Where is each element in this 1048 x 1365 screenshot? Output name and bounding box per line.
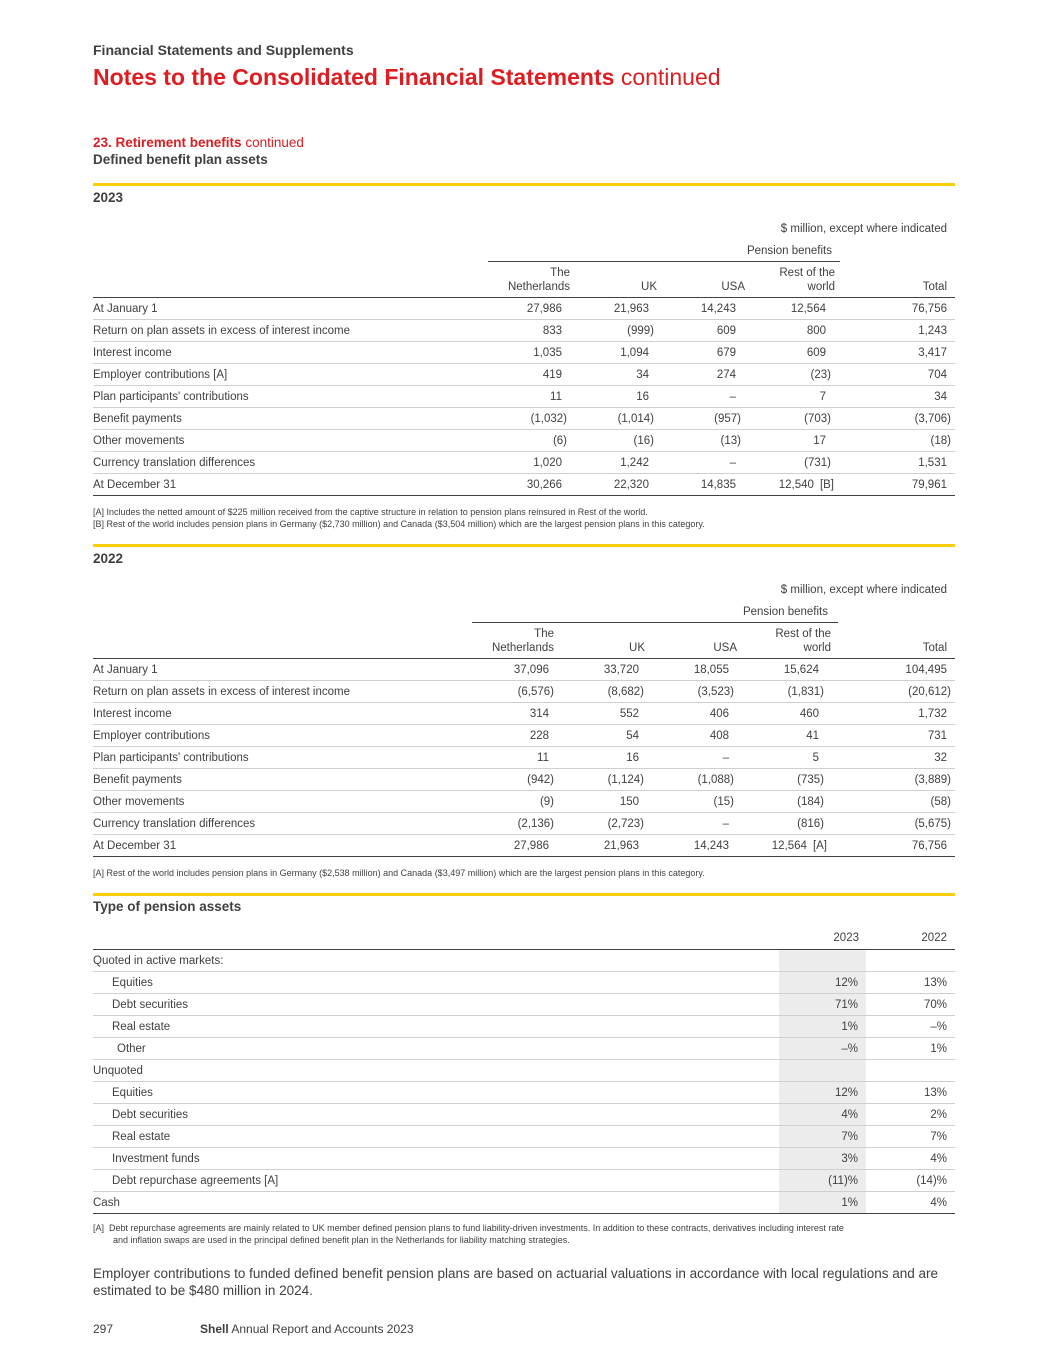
cell-value: (6) — [483, 430, 570, 452]
col-uk-2023: UK — [641, 281, 657, 293]
pension-benefits-rule-2022 — [472, 622, 838, 623]
cell-value: (23) — [744, 364, 834, 386]
cell-value: 228 — [473, 725, 557, 747]
table-row — [93, 1082, 955, 1104]
cell-value-2022 — [866, 950, 955, 972]
col-usa-2023: USA — [721, 281, 745, 293]
cell-value: 14,243 — [657, 298, 744, 320]
cell-value: (1,088) — [647, 769, 737, 791]
note-title — [93, 135, 304, 150]
type-col-2023: 2023 — [833, 932, 859, 944]
cell-value-2022 — [866, 1060, 955, 1082]
cell-value: 54 — [557, 725, 647, 747]
pension-benefits-label-2023: Pension benefits — [746, 245, 832, 257]
cell-value: (184) — [737, 791, 827, 813]
unit-note-2023: $ million, except where indicated — [780, 223, 947, 235]
cell-value-2023 — [779, 950, 866, 972]
row-label: Plan participants' contributions — [93, 747, 473, 769]
cell-value: 1,094 — [570, 342, 657, 364]
cell-value: 41 — [737, 725, 827, 747]
row-label: Debt securities — [93, 994, 779, 1016]
col-total-2023: Total — [922, 281, 947, 293]
cell-value: 37,096 — [473, 659, 557, 681]
cell-value: 1,020 — [483, 452, 570, 474]
body-paragraph: Employer contributions to funded defined benefit pension plans are based on actuarial valuations in accordance with local regulations and are estimated to be $480 million in 2024. — [93, 1266, 939, 1298]
row-label: Other movements — [93, 430, 483, 452]
cell-value: 679 — [657, 342, 744, 364]
cell-value: 704 — [834, 364, 955, 386]
cell-value: (9) — [473, 791, 557, 813]
assets-table-2022 — [93, 658, 955, 857]
cell-value: (3,889) — [827, 769, 955, 791]
section-divider — [93, 183, 955, 186]
table-row — [93, 1104, 955, 1126]
cell-value: 79,961 — [834, 474, 955, 496]
table-row — [93, 681, 955, 703]
cell-value-2022: 2% — [866, 1104, 955, 1126]
cell-value: – — [657, 386, 744, 408]
cell-value: 1,732 — [827, 703, 955, 725]
row-label: At December 31 — [93, 835, 473, 857]
footer-report — [200, 1322, 414, 1336]
table-row — [93, 320, 955, 342]
cell-value-2023: 3% — [779, 1148, 866, 1170]
cell-value-2023: 7% — [779, 1126, 866, 1148]
type-col-2022: 2022 — [921, 932, 947, 944]
year-heading-2022: 2022 — [93, 551, 124, 566]
cell-value-2023: 1% — [779, 1192, 866, 1214]
cell-value-2023: 4% — [779, 1104, 866, 1126]
table-row — [93, 1060, 955, 1082]
table-row — [93, 298, 955, 320]
section-divider — [93, 893, 955, 896]
table-row — [93, 1038, 955, 1060]
table-row — [93, 835, 955, 857]
cell-value-2022: 70% — [866, 994, 955, 1016]
type-assets-title: Type of pension assets — [93, 899, 242, 914]
note-subtitle: Defined benefit plan assets — [93, 152, 268, 167]
cell-value-2022: –% — [866, 1016, 955, 1038]
cell-value: (816) — [737, 813, 827, 835]
footnote-a-2022: [A] Rest of the world includes pension plans in Germany ($2,538 million) and Canada ($3,497 million) which are the largest pension plans in this category. — [93, 868, 705, 878]
cell-value: 1,242 — [570, 452, 657, 474]
cell-value: 14,835 — [657, 474, 744, 496]
cell-value: 34 — [834, 386, 955, 408]
cell-value: – — [647, 747, 737, 769]
cell-value-2023: 71% — [779, 994, 866, 1016]
row-label: Real estate — [93, 1126, 779, 1148]
cell-value: (2,723) — [557, 813, 647, 835]
unit-note-2022: $ million, except where indicated — [780, 584, 947, 596]
col-rest-2022: Rest of the world — [775, 628, 831, 654]
cell-value: 1,243 — [834, 320, 955, 342]
cell-value: 150 — [557, 791, 647, 813]
table-row — [93, 1016, 955, 1038]
cell-value: 27,986 — [473, 835, 557, 857]
cell-value: (5,675) — [827, 813, 955, 835]
table-row — [93, 813, 955, 835]
row-label: Currency translation differences — [93, 452, 483, 474]
cell-value: 14,243 — [647, 835, 737, 857]
footnote-a-2023: [A] Includes the netted amount of $225 million received from the captive structure in relation to pension plans reinsured in Rest of the world. — [93, 507, 648, 517]
cell-value: (735) — [737, 769, 827, 791]
footer-report-title: Annual Report and Accounts 2023 — [231, 1322, 414, 1336]
row-label: Employer contributions [A] — [93, 364, 483, 386]
cell-value: 460 — [737, 703, 827, 725]
footnote-ref: [B] — [819, 478, 834, 491]
table-row — [93, 474, 955, 496]
cell-value: (3,523) — [647, 681, 737, 703]
year-heading-2023: 2023 — [93, 190, 124, 205]
cell-value: 17 — [744, 430, 834, 452]
col-netherlands-2022: The Netherlands — [491, 628, 554, 654]
cell-value-2022: 13% — [866, 1082, 955, 1104]
cell-value: 833 — [483, 320, 570, 342]
table-row — [93, 994, 955, 1016]
cell-value: 22,320 — [570, 474, 657, 496]
cell-value: 33,720 — [557, 659, 647, 681]
cell-value: 408 — [647, 725, 737, 747]
table-row — [93, 1126, 955, 1148]
row-label: At January 1 — [93, 298, 483, 320]
row-label: Employer contributions — [93, 725, 473, 747]
table-row — [93, 452, 955, 474]
table-row — [93, 1170, 955, 1192]
table-row — [93, 430, 955, 452]
row-label: Real estate — [93, 1016, 779, 1038]
row-label: Plan participants' contributions — [93, 386, 483, 408]
cell-value-2023: –% — [779, 1038, 866, 1060]
section-label: Financial Statements and Supplements — [93, 42, 354, 58]
cell-value: 27,986 — [483, 298, 570, 320]
cell-value: 419 — [483, 364, 570, 386]
table-row — [93, 769, 955, 791]
row-label: At December 31 — [93, 474, 483, 496]
cell-value-2023: 1% — [779, 1016, 866, 1038]
row-label: Benefit payments — [93, 769, 473, 791]
note-title-main: 23. Retirement benefits — [93, 135, 242, 150]
cell-value: 32 — [827, 747, 955, 769]
cell-value: (999) — [570, 320, 657, 342]
row-label: Return on plan assets in excess of interest income — [93, 681, 473, 703]
table-row — [93, 747, 955, 769]
cell-value: 7 — [744, 386, 834, 408]
cell-value: 5 — [737, 747, 827, 769]
cell-value: 1,035 — [483, 342, 570, 364]
table-row — [93, 725, 955, 747]
cell-value: 552 — [557, 703, 647, 725]
row-label: Return on plan assets in excess of interest income — [93, 320, 483, 342]
cell-value: 76,756 — [834, 298, 955, 320]
col-netherlands-2023: The Netherlands — [507, 267, 570, 293]
row-label: Currency translation differences — [93, 813, 473, 835]
cell-value: (1,032) — [483, 408, 570, 430]
table-row — [93, 791, 955, 813]
cell-value-2023: 12% — [779, 972, 866, 994]
row-label: Benefit payments — [93, 408, 483, 430]
col-rest-2023: Rest of the world — [779, 267, 835, 293]
cell-value: 274 — [657, 364, 744, 386]
assets-table-2023 — [93, 297, 955, 496]
cell-value-2023: 12% — [779, 1082, 866, 1104]
cell-value: 76,756 — [827, 835, 955, 857]
cell-value: 3,417 — [834, 342, 955, 364]
row-label: At January 1 — [93, 659, 473, 681]
row-label: Equities — [93, 1082, 779, 1104]
cell-value: (957) — [657, 408, 744, 430]
row-label: Unquoted — [93, 1060, 779, 1082]
cell-value-2022: 4% — [866, 1148, 955, 1170]
cell-value: (703) — [744, 408, 834, 430]
cell-value: 18,055 — [647, 659, 737, 681]
page-title-suffix: continued — [620, 64, 721, 90]
footnote-type-assets: [A] Debt repurchase agreements are mainly related to UK member defined pension plans to fund liability-driven investments. In addition to these contracts, derivatives including interest rate and inflation swaps are used in the principal defined benefit plan in the Netherlands for liability matching strategies. — [93, 1223, 844, 1245]
row-label: Cash — [93, 1192, 779, 1214]
row-label: Interest income — [93, 342, 483, 364]
cell-value: (3,706) — [834, 408, 955, 430]
cell-value: (2,136) — [473, 813, 557, 835]
table-row — [93, 1148, 955, 1170]
cell-value-2023 — [779, 1060, 866, 1082]
cell-value: 16 — [570, 386, 657, 408]
cell-value: 314 — [473, 703, 557, 725]
table-row — [93, 972, 955, 994]
cell-value — [737, 835, 827, 857]
cell-value-2023: (11)% — [779, 1170, 866, 1192]
col-uk-2022: UK — [629, 642, 645, 654]
cell-value: – — [647, 813, 737, 835]
table-row — [93, 1192, 955, 1214]
cell-value: 16 — [557, 747, 647, 769]
row-label: Other movements — [93, 791, 473, 813]
row-label: Investment funds — [93, 1148, 779, 1170]
table-row — [93, 364, 955, 386]
table-row — [93, 659, 955, 681]
cell-value: (58) — [827, 791, 955, 813]
cell-value: 15,624 — [737, 659, 827, 681]
cell-value: (1,831) — [737, 681, 827, 703]
cell-value: 34 — [570, 364, 657, 386]
row-label: Quoted in active markets: — [93, 950, 779, 972]
page-title — [93, 64, 721, 91]
cell-value: (20,612) — [827, 681, 955, 703]
cell-value: (942) — [473, 769, 557, 791]
cell-value: (18) — [834, 430, 955, 452]
cell-number: 12,540 — [778, 478, 814, 491]
footnote-b-2023: [B] Rest of the world includes pension plans in Germany ($2,730 million) and Canada ($3,504 million) which are the largest pension plans in this category. — [93, 519, 705, 529]
footer-brand-name: Shell — [200, 1322, 229, 1336]
cell-value: (6,576) — [473, 681, 557, 703]
col-total-2022: Total — [922, 642, 947, 654]
table-row — [93, 386, 955, 408]
pension-benefits-label-2022: Pension benefits — [742, 606, 828, 618]
cell-value: (8,682) — [557, 681, 647, 703]
cell-value: – — [657, 452, 744, 474]
cell-value-2022: 1% — [866, 1038, 955, 1060]
cell-value: 11 — [473, 747, 557, 769]
cell-value: 731 — [827, 725, 955, 747]
cell-value: 21,963 — [570, 298, 657, 320]
type-assets-table — [93, 949, 955, 1214]
row-label: Equities — [93, 972, 779, 994]
row-label: Debt repurchase agreements [A] — [93, 1170, 779, 1192]
cell-value: 11 — [483, 386, 570, 408]
cell-value: (1,014) — [570, 408, 657, 430]
table-row — [93, 950, 955, 972]
cell-value: 406 — [647, 703, 737, 725]
cell-value — [744, 474, 834, 496]
footnote-ref: [A] — [812, 839, 827, 852]
cell-value: 1,531 — [834, 452, 955, 474]
cell-value: 21,963 — [557, 835, 647, 857]
row-label: Interest income — [93, 703, 473, 725]
col-usa-2022: USA — [713, 642, 737, 654]
table-row — [93, 408, 955, 430]
table-row — [93, 703, 955, 725]
cell-value: 609 — [657, 320, 744, 342]
section-divider — [93, 544, 955, 547]
cell-value-2022: (14)% — [866, 1170, 955, 1192]
cell-value-2022: 4% — [866, 1192, 955, 1214]
page-title-main: Notes to the Consolidated Financial Statements — [93, 64, 615, 90]
cell-value: (15) — [647, 791, 737, 813]
cell-value: (1,124) — [557, 769, 647, 791]
pension-benefits-rule-2023 — [488, 261, 840, 262]
cell-value: (13) — [657, 430, 744, 452]
cell-value: 104,495 — [827, 659, 955, 681]
row-label: Debt securities — [93, 1104, 779, 1126]
cell-value: 800 — [744, 320, 834, 342]
row-label: Other — [93, 1038, 779, 1060]
page-number: 297 — [93, 1322, 114, 1336]
cell-value-2022: 7% — [866, 1126, 955, 1148]
cell-value: (16) — [570, 430, 657, 452]
cell-value-2022: 13% — [866, 972, 955, 994]
cell-value: 609 — [744, 342, 834, 364]
cell-number: 12,564 — [771, 839, 807, 852]
cell-value: 30,266 — [483, 474, 570, 496]
cell-value: 12,564 — [744, 298, 834, 320]
cell-value: (731) — [744, 452, 834, 474]
note-title-suffix: continued — [245, 135, 304, 150]
table-row — [93, 342, 955, 364]
